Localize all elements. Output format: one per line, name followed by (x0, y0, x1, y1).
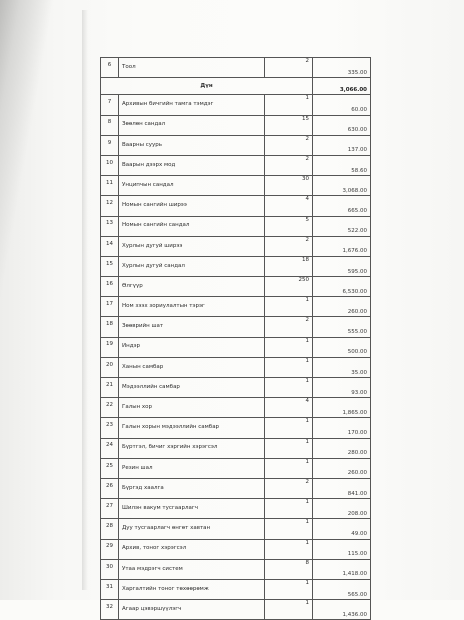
amount-cell: 115.00 (313, 539, 371, 559)
quantity-cell: 1 (265, 297, 313, 317)
amount-cell: 93.00 (313, 378, 371, 398)
quantity-cell: 2 (265, 478, 313, 498)
amount-cell: 565.00 (313, 579, 371, 599)
inventory-table-container (100, 57, 370, 618)
amount-cell: 49.00 (313, 519, 371, 539)
inventory-table-body (101, 58, 371, 620)
table-row (101, 600, 371, 620)
item-name-cell: Номын сангийн ширээ (119, 196, 265, 216)
amount-cell: 1,676.00 (313, 236, 371, 256)
item-name-cell: Харгалтийн тоног төхөөрөмж (119, 579, 265, 599)
quantity-cell: 2 (265, 236, 313, 256)
item-name-cell: Ваарын дээрх мод (119, 155, 265, 175)
table-row (101, 95, 371, 115)
table-row (101, 115, 371, 135)
item-name-cell: Индэр (119, 337, 265, 357)
row-number-cell: 22 (101, 398, 119, 418)
item-name-cell: Зөөлөн сандал (119, 115, 265, 135)
amount-cell: 1,865.00 (313, 398, 371, 418)
table-row (101, 256, 371, 276)
item-name-cell: Ваарны суурь (119, 135, 265, 155)
quantity-cell: 15 (265, 115, 313, 135)
row-number-cell: 30 (101, 559, 119, 579)
amount-cell: 3,068.00 (313, 176, 371, 196)
item-name-cell: Шилэн вакум тусгаарлагч (119, 499, 265, 519)
row-number-cell: 19 (101, 337, 119, 357)
quantity-cell: 4 (265, 196, 313, 216)
item-name-cell: Хурлын дугуй ширээ (119, 236, 265, 256)
item-name-cell: Ном зээх зориулалтын тэрэг (119, 297, 265, 317)
row-number-cell: 32 (101, 600, 119, 620)
quantity-cell: 2 (265, 58, 313, 78)
amount-cell: 280.00 (313, 438, 371, 458)
table-row (101, 418, 371, 438)
table-row (101, 277, 371, 297)
quantity-cell: 1 (265, 378, 313, 398)
quantity-cell: 8 (265, 559, 313, 579)
item-name-cell: Бүргэд хаалга (119, 478, 265, 498)
quantity-cell: 18 (265, 256, 313, 276)
amount-cell: 665.00 (313, 196, 371, 216)
subtotal-amount: 3,066.00 (313, 78, 371, 95)
quantity-cell: 1 (265, 499, 313, 519)
quantity-cell: 1 (265, 95, 313, 115)
amount-cell: 260.00 (313, 297, 371, 317)
item-name-cell: Хурлын дугуй сандал (119, 256, 265, 276)
row-number-cell: 25 (101, 458, 119, 478)
table-row (101, 236, 371, 256)
quantity-cell: 2 (265, 155, 313, 175)
row-number-cell: 11 (101, 176, 119, 196)
row-number-cell: 31 (101, 579, 119, 599)
amount-cell: 335.00 (313, 58, 371, 78)
table-row (101, 539, 371, 559)
amount-cell: 630.00 (313, 115, 371, 135)
row-number-cell: 20 (101, 357, 119, 377)
amount-cell: 260.00 (313, 458, 371, 478)
table-row (101, 438, 371, 458)
row-number-cell: 27 (101, 499, 119, 519)
row-number-cell: 7 (101, 95, 119, 115)
table-row (101, 559, 371, 579)
table-row (101, 478, 371, 498)
quantity-cell: 1 (265, 600, 313, 620)
table-row (101, 297, 371, 317)
table-row (101, 519, 371, 539)
table-row (101, 176, 371, 196)
item-name-cell: Резин шал (119, 458, 265, 478)
item-name-cell: Мэдээллийн самбар (119, 378, 265, 398)
amount-cell: 208.00 (313, 499, 371, 519)
item-name-cell: Архивын бичгийн тамга тэмдэг (119, 95, 265, 115)
row-number-cell: 14 (101, 236, 119, 256)
row-number-cell: 29 (101, 539, 119, 559)
quantity-cell: 1 (265, 418, 313, 438)
item-name-cell: Галын хор (119, 398, 265, 418)
quantity-cell: 1 (265, 539, 313, 559)
item-name-cell: Дуу тусгаарлагч өнгөт хавтан (119, 519, 265, 539)
row-number-cell: 12 (101, 196, 119, 216)
row-number-cell: 17 (101, 297, 119, 317)
quantity-cell: 250 (265, 277, 313, 297)
quantity-cell: 2 (265, 317, 313, 337)
row-number-cell: 15 (101, 256, 119, 276)
amount-cell: 170.00 (313, 418, 371, 438)
item-name-cell: Унципчын сандал (119, 176, 265, 196)
row-number-cell: 28 (101, 519, 119, 539)
item-name-cell: Ханын самбар (119, 357, 265, 377)
table-row (101, 337, 371, 357)
row-number-cell: 18 (101, 317, 119, 337)
amount-cell: 58.60 (313, 155, 371, 175)
amount-cell: 137.00 (313, 135, 371, 155)
item-name-cell: Архив, тоног хэрэгсэл (119, 539, 265, 559)
table-row (101, 398, 371, 418)
row-number-cell: 8 (101, 115, 119, 135)
quantity-cell: 1 (265, 337, 313, 357)
item-name-cell: Зөөврийн шат (119, 317, 265, 337)
quantity-cell: 1 (265, 519, 313, 539)
amount-cell: 35.00 (313, 357, 371, 377)
amount-cell: 841.00 (313, 478, 371, 498)
row-number-cell: 9 (101, 135, 119, 155)
row-number-cell: 23 (101, 418, 119, 438)
table-row (101, 58, 371, 78)
quantity-cell: 30 (265, 176, 313, 196)
quantity-cell: 1 (265, 579, 313, 599)
table-row (101, 499, 371, 519)
item-name-cell: Бүртгэл, бичиг хэргийн хэрэгсэл (119, 438, 265, 458)
row-number-cell: 21 (101, 378, 119, 398)
row-number-cell: 6 (101, 58, 119, 78)
amount-cell: 595.00 (313, 256, 371, 276)
item-name-cell: Утаа мэдрэгч систем (119, 559, 265, 579)
item-name-cell: Галын хорын мэдээллийн самбар (119, 418, 265, 438)
table-row (101, 458, 371, 478)
table-row (101, 216, 371, 236)
table-row (101, 378, 371, 398)
amount-cell: 500.00 (313, 337, 371, 357)
quantity-cell: 1 (265, 438, 313, 458)
row-number-cell: 16 (101, 277, 119, 297)
amount-cell: 60.00 (313, 95, 371, 115)
table-row (101, 135, 371, 155)
table-row (101, 155, 371, 175)
inventory-table (100, 57, 371, 620)
row-number-cell: 26 (101, 478, 119, 498)
item-name-cell: Өлгүүр (119, 277, 265, 297)
subtotal-label: Дүн (101, 78, 313, 95)
table-row (101, 317, 371, 337)
subtotal-row (101, 78, 371, 95)
item-name-cell: Номын сангийн сандал (119, 216, 265, 236)
row-number-cell: 13 (101, 216, 119, 236)
amount-cell: 1,418.00 (313, 559, 371, 579)
table-row (101, 196, 371, 216)
amount-cell: 555.00 (313, 317, 371, 337)
table-row (101, 579, 371, 599)
item-name-cell: Тоол (119, 58, 265, 78)
table-row (101, 357, 371, 377)
amount-cell: 6,530.00 (313, 277, 371, 297)
quantity-cell: 2 (265, 135, 313, 155)
amount-cell: 1,436.00 (313, 600, 371, 620)
row-number-cell: 24 (101, 438, 119, 458)
page-edge (82, 10, 88, 590)
item-name-cell: Агаар цэвэршүүлэгч (119, 600, 265, 620)
quantity-cell: 4 (265, 398, 313, 418)
quantity-cell: 5 (265, 216, 313, 236)
quantity-cell: 1 (265, 458, 313, 478)
row-number-cell: 10 (101, 155, 119, 175)
quantity-cell: 1 (265, 357, 313, 377)
amount-cell: 522.00 (313, 216, 371, 236)
